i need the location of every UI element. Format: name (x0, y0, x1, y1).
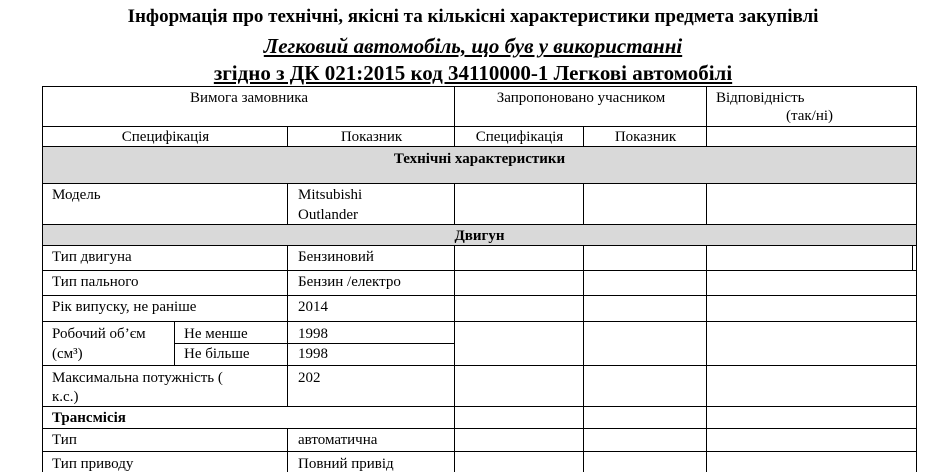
grid-line (174, 321, 175, 366)
volume-label-line2: (см³) (52, 346, 83, 362)
power-label-line1: Максимальна потужність ( (52, 370, 223, 386)
header-proposed-by-participant: Запропоновано учасником (496, 90, 666, 106)
grid-line (174, 343, 455, 344)
grid-line (42, 183, 917, 184)
section-transmission-label: Трансмісія (52, 410, 126, 426)
grid-line (583, 245, 584, 472)
volume-max-label: Не більше (184, 346, 250, 362)
grid-line (454, 183, 455, 225)
classifier-code: згідно з ДК 021:2015 код 34110000-1 Легкові автомобілі (213, 61, 733, 85)
drive-type-label: Тип приводу (52, 456, 134, 472)
fuel-type-value: Бензин /електро (298, 274, 401, 290)
grid-line (42, 245, 917, 246)
item-name: Легковий автомобіль, що був у використанні (263, 34, 683, 58)
grid-line (583, 183, 584, 225)
header-compliance: Відповідність (716, 90, 805, 106)
model-label: Модель (52, 187, 101, 203)
header-compliance-yes-no: (так/ні) (786, 108, 834, 124)
section-technical-label: Технічні характеристики (393, 151, 566, 167)
volume-max-value: 1998 (298, 346, 328, 362)
grid-line (706, 183, 707, 225)
section-engine-label: Двигун (454, 228, 505, 244)
grid-line (42, 126, 917, 127)
power-value: 202 (298, 370, 321, 386)
grid-line (706, 86, 707, 147)
engine-type-value: Бензиновий (298, 249, 374, 265)
subheader-spec-customer: Специфікація (121, 129, 210, 145)
grid-line (42, 406, 917, 407)
year-value: 2014 (298, 299, 328, 315)
subheader-value-participant: Показник (614, 129, 677, 145)
grid-line (42, 86, 917, 87)
grid-line (287, 126, 288, 147)
drive-type-value: Повний привід (298, 456, 394, 472)
grid-line (42, 295, 917, 296)
document-title: Інформація про технічні, якісні та кількісні характеристики предмета закупівлі (127, 6, 819, 27)
grid-line (583, 126, 584, 147)
model-value-line2: Outlander (298, 207, 358, 223)
grid-line (42, 451, 917, 452)
grid-line (287, 245, 288, 407)
subheader-spec-participant: Специфікація (475, 129, 564, 145)
grid-line (42, 270, 917, 271)
subheader-value-customer: Показник (340, 129, 403, 145)
grid-line (454, 245, 455, 472)
grid-line (42, 146, 917, 147)
grid-line (916, 86, 917, 472)
grid-line (706, 245, 707, 472)
grid-line (454, 86, 455, 147)
grid-line (287, 428, 288, 472)
grid-line (42, 428, 917, 429)
volume-label-line1: Робочий об’єм (52, 326, 146, 342)
trans-type-value: автоматична (298, 432, 378, 448)
grid-line (42, 86, 43, 472)
trans-type-label: Тип (52, 432, 77, 448)
model-value-line1: Mitsubishi (298, 187, 363, 203)
grid-line (42, 224, 917, 225)
engine-type-label: Тип двигуна (52, 249, 132, 265)
power-label-line2: к.с.) (52, 389, 79, 405)
volume-min-label: Не менше (184, 326, 248, 342)
volume-min-value: 1998 (298, 326, 328, 342)
fuel-type-label: Тип пального (52, 274, 139, 290)
year-label: Рік випуску, не раніше (52, 299, 197, 315)
grid-line (912, 245, 913, 271)
grid-line (287, 183, 288, 225)
header-customer-requirement: Вимога замовника (189, 90, 308, 106)
